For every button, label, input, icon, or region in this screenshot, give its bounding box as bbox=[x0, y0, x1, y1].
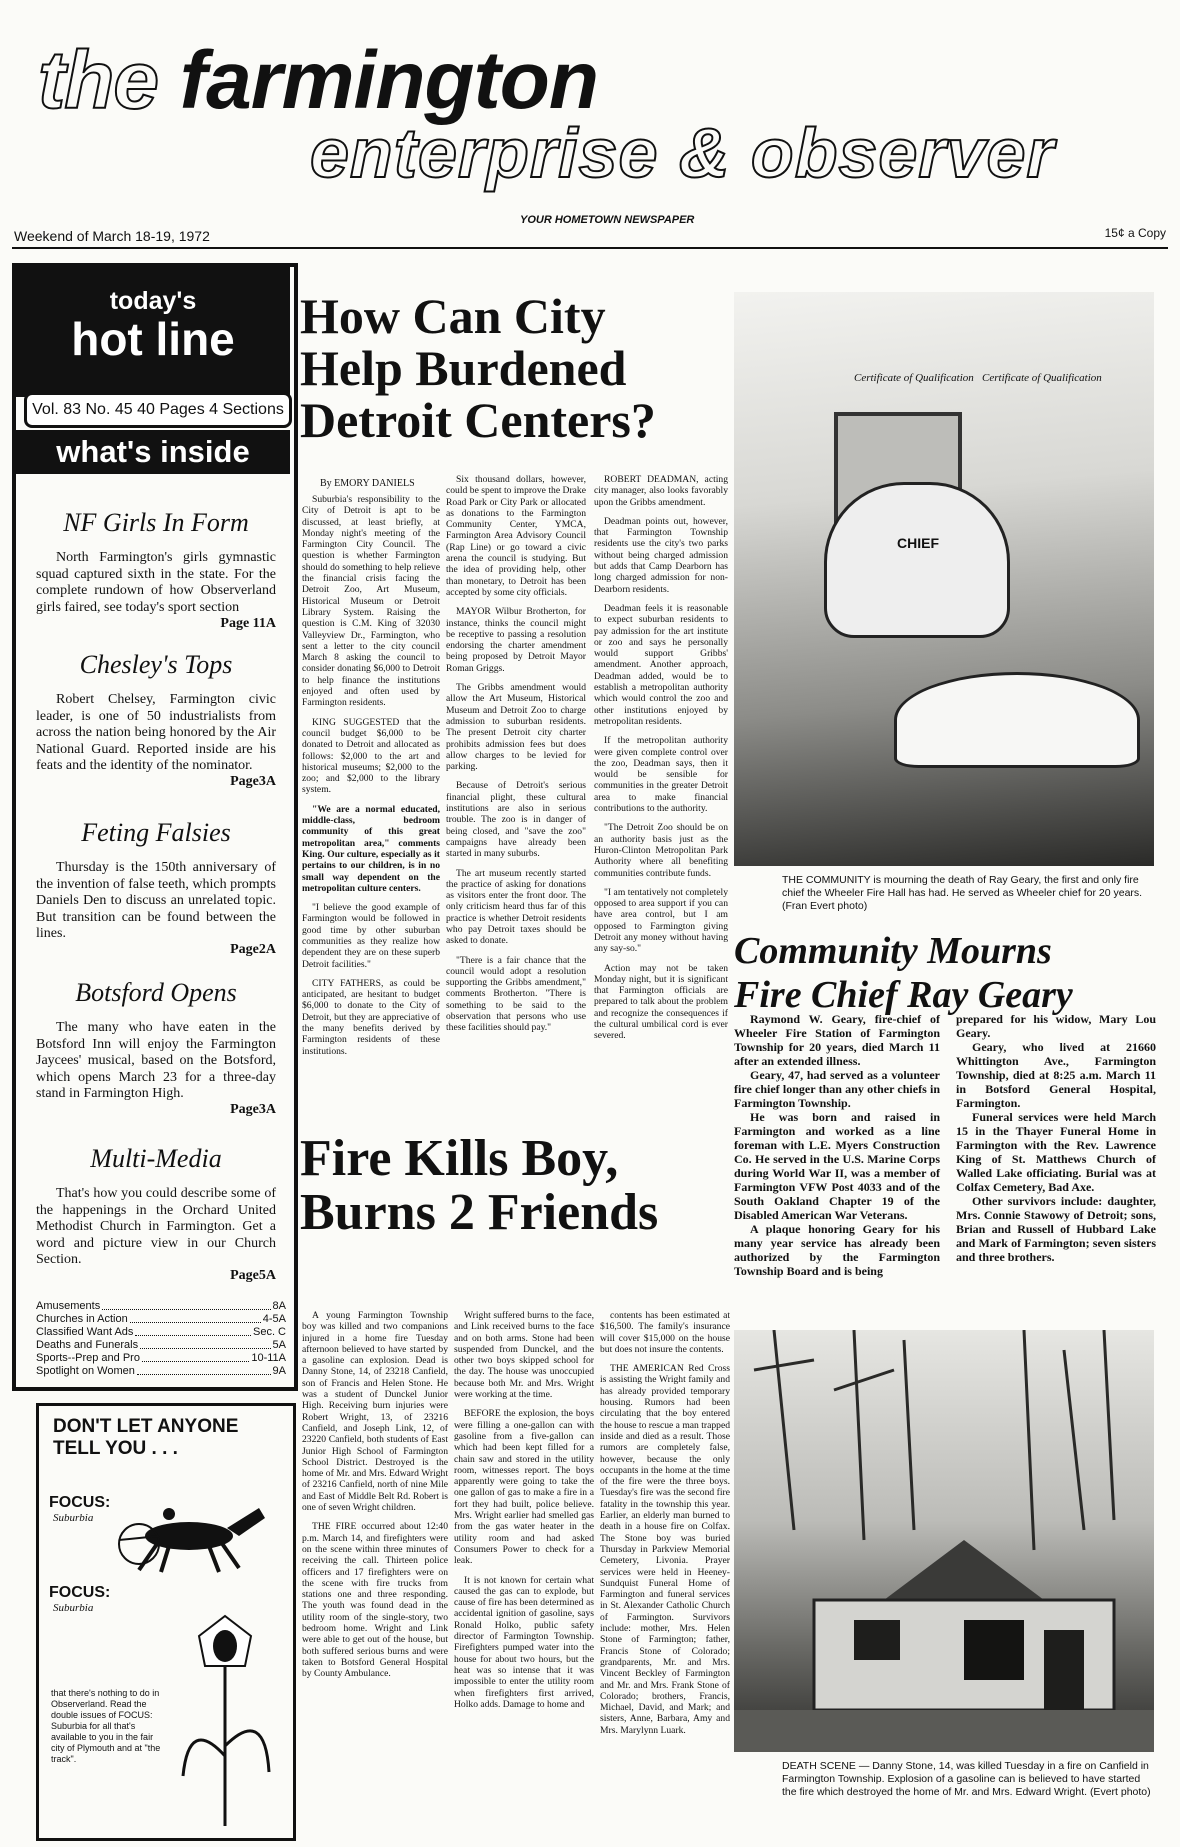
paragraph: A plaque honoring Geary for his many year service has already been authorized by the Farmington Township Board and is being bbox=[734, 1222, 940, 1278]
paragraph: Deadman points out, however, that Farmington Township residents use the city's two parks without being charged admission but adds that Camp Dearborn has long charged admission for non-Dearborn residents. bbox=[594, 515, 728, 595]
paragraph: If the metropolitan authority were given complete control over the zoo, Deadman says, then it would be sensible for communities in the greater Detroit area to make financial contributions to the authority. bbox=[594, 735, 728, 815]
fire-headline[interactable] bbox=[300, 1132, 658, 1240]
paragraph: "There is a fair chance that the council would adopt a resolution supporting the Gribbs amendment," comments Brotherton. "There is something to be said to the observation that persons who use these facilities should pay." bbox=[446, 954, 586, 1034]
teaser-text: That's how you could describe some of the happenings in the Orchard United Methodist Church in Farmington. Get a word and picture view in our Church Section. bbox=[36, 1186, 276, 1267]
index-page: 4-5A bbox=[262, 1313, 286, 1325]
index-row[interactable] bbox=[36, 1365, 286, 1378]
teaser-text: North Farmington's girls gymnastic squad captured sixth in the state. For the complete rundown of how Observerland girls faired, see today's sport section bbox=[36, 550, 276, 615]
paragraph: Wright suffered burns to the face, and Link received burns to the face and on both arms. Stone had been suspended from Dunckel, and the other two boys skipped school for the day. The house was unoccupied because both Mr. and Mrs. Wright were working at the time. bbox=[454, 1310, 594, 1401]
paragraph: Raymond W. Geary, fire-chief of Wheeler Fire Station of Farmington Township for 20 years, died March 11 after an extended illness. bbox=[734, 1012, 940, 1068]
paragraph: BEFORE the explosion, the boys were filling a one-gallon can with gasoline from a five-gallon can which had been kept filled for a chain saw and stored in the utility room, witnesses report. The boys apparently were going to take the one gallon of gas to make a fire in a fort they had built, police believe. Mrs. Wright earlier had smelled gas from the gas water heater in the utility room and had asked Consumers Power to check for a leak. bbox=[454, 1408, 594, 1567]
helmet-badge: CHIEF bbox=[897, 535, 939, 551]
index-label: Classified Want Ads bbox=[36, 1326, 134, 1338]
geary-column-1 bbox=[734, 1012, 940, 1278]
house-and-trees-illustration bbox=[734, 1330, 1154, 1752]
paragraph: "I am tentatively not completely opposed to area support if you can have area control, but I am opposed to Farmington giving Detroit any money without having any say-so." bbox=[594, 886, 728, 955]
paragraph: Geary, who lived at 21660 Whittington Ave., Farmington Township, died at 8:25 a.m. March 11 in Botsford General Hospital, Farmington. bbox=[956, 1040, 1156, 1110]
teaser-page: Page 11A bbox=[220, 615, 276, 631]
issue-date: Weekend of March 18-19, 1972 bbox=[14, 228, 210, 244]
geary-column-2 bbox=[956, 1012, 1156, 1264]
teaser-title: Chesley's Tops bbox=[79, 650, 233, 679]
index-page: 5A bbox=[272, 1339, 286, 1351]
index-page: Sec. C bbox=[252, 1326, 286, 1338]
certificate-label: Certificate of Qualification bbox=[982, 372, 1102, 384]
index-row[interactable] bbox=[36, 1352, 286, 1365]
ad-logo: FOCUS: bbox=[49, 1494, 111, 1511]
ad-logo-sub: Suburbia bbox=[53, 1512, 94, 1524]
index-row[interactable] bbox=[36, 1300, 286, 1313]
index-label: Spotlight on Women bbox=[36, 1365, 135, 1377]
burned-house-photo bbox=[734, 1330, 1154, 1752]
hotline-todays: today's bbox=[109, 287, 197, 315]
headline-line: Community Mourns bbox=[734, 930, 1052, 972]
masthead-title-line1 bbox=[38, 35, 598, 126]
focus-suburbia-ad[interactable] bbox=[36, 1403, 296, 1841]
paragraph: MAYOR Wilbur Brotherton, for instance, thinks the council might be receptive to passing a resolution endorsing the charter amendment being proposed by Detroit Mayor Roman Griggs. bbox=[446, 606, 586, 674]
masthead-rule bbox=[12, 247, 1168, 249]
paragraph: Action may not be taken Monday night, but it is significant that Farmington officials are prepared to talk about the problem and recognize the consequences if the cultural umbilical cord is ever severed. bbox=[594, 962, 728, 1042]
detroit-headline[interactable] bbox=[300, 290, 656, 446]
teaser-text: Robert Chelsey, Farmington civic leader, is one of 50 industrialists from across the nation being honored by the Air National Guard. Reported inside are his feats and the identity of the nominator. bbox=[36, 692, 276, 773]
headline-line: Detroit Centers? bbox=[300, 392, 656, 448]
teaser-text: The many who have eaten in the Botsford Inn will enjoy the Farmington Jaycees' musical, based on the Botsford, which opens March 23 for a three-day stand in Farmington High. bbox=[36, 1020, 276, 1101]
teaser-feting-falsies[interactable] bbox=[36, 818, 276, 959]
hotline-header bbox=[16, 267, 290, 397]
tagline: YOUR HOMETOWN NEWSPAPER bbox=[520, 214, 695, 226]
certificates-on-wall bbox=[854, 372, 1144, 412]
teaser-botsford-opens[interactable] bbox=[36, 978, 276, 1119]
index-leader bbox=[102, 1300, 270, 1310]
ad-headline-line2: TELL YOU . . . bbox=[53, 1438, 178, 1459]
certificate-label: Certificate of Qualification bbox=[854, 372, 974, 384]
teaser-nf-girls[interactable] bbox=[36, 508, 276, 632]
headline-line: Fire Kills Boy, bbox=[300, 1130, 619, 1187]
volume-info: Vol. 83 No. 45 40 Pages 4 Sections bbox=[24, 392, 292, 428]
photo2-caption: DEATH SCENE — Danny Stone, 14, was killed Tuesday in a fire on Canfield in Farmington Township. Explosion of a gasoline can is believed to have started the fire which destroyed the home of Mr. and Mrs. Edward Wright. (Evert photo) bbox=[782, 1760, 1151, 1798]
paragraph: "We are a normal educated, middle-class, bedroom community of this great metropolitan area," comments King. Our culture, especially as it pertains to our children, is in no small way dependent on the metropolitan culture centers. bbox=[302, 803, 440, 894]
index-leader bbox=[130, 1313, 261, 1323]
teaser-title: NF Girls In Form bbox=[63, 508, 249, 537]
teaser-page: Page2A bbox=[230, 942, 276, 958]
paragraph: A young Farmington Township boy was killed and two companions injured in a home fire Tuesday afternoon believed to have started by a gasoline can explosion. Dead is Danny Stone, 14, of 23218 Canfield, son of Francis and Helen Stone. He was a student of Dunckel Junior High. Receiving burn injuries were Robert Wright, 13, of 23216 Canfield, and Joseph Link, 12, of 23220 Canfield, both students of East Junior High School of Farmington School District. Destroyed is the home of Mr. and Mrs. Edward Wright of 23216 Canfield, north of nine Mile and East of Middle Belt Rd. Robert is one of seven Wright children. bbox=[302, 1310, 448, 1514]
paragraph: The Gribbs amendment would allow the Art Museum, Historical Museum and Detroit Zoo to charge admission to suburban residents. The present Detroit city charter prohibits admission fees but does allow charges to be levied for parking. bbox=[446, 682, 586, 773]
index-page: 8A bbox=[272, 1300, 286, 1312]
detroit-column-1 bbox=[302, 494, 440, 1057]
daffodil-illustration bbox=[169, 1596, 279, 1832]
index-page: 10-11A bbox=[251, 1352, 286, 1364]
photo1-caption: THE COMMUNITY is mourning the death of Ray Geary, the first and only fire chief the Wheeler Fire Hall has had. He served as Wheeler chief for 20 years. (Fran Evert photo) bbox=[782, 874, 1143, 912]
fire-column-1 bbox=[302, 1310, 448, 1680]
byline: By EMORY DANIELS bbox=[320, 478, 415, 489]
headline-line: Burns 2 Friends bbox=[300, 1184, 659, 1242]
ad-headline bbox=[53, 1416, 238, 1460]
paragraph: Other survivors include: daughter, Mrs. Connie Stawowy of Detroit; sons, Brian and Russell of Hubbard Lake and Mark of Farmington; seven sisters and three brothers. bbox=[956, 1194, 1156, 1264]
teaser-chesleys-tops[interactable] bbox=[36, 650, 276, 791]
headline-line: How Can City bbox=[300, 288, 606, 344]
teaser-page: Page3A bbox=[230, 774, 276, 790]
headline-line: Fire Chief Ray Geary bbox=[734, 973, 1073, 1016]
paragraph: "I believe the good example of Farmington would be followed in good time by other suburban communities as they realize how dependent they are on these superb Detroit facilities." bbox=[302, 902, 440, 970]
paragraph: Deadman feels it is reasonable to expect suburban residents to pay admission for the art institute or zoo and says he personally would support Gribbs' amendment. Another approach, Deadman added, would be to establish a metropolitan authority which would control the zoo and other institutions enjoyed by metropolitan residents. bbox=[594, 602, 728, 727]
index-label: Sports--Prep and Pro bbox=[36, 1352, 140, 1364]
paragraph: Because of Detroit's serious financial plight, these cultural institutions are also in serious trouble. The zoo is in danger of being closed, and "save the zoo" campaigns have already been started in many suburbs. bbox=[446, 780, 586, 860]
teaser-multi-media[interactable] bbox=[36, 1144, 276, 1285]
paragraph: CITY FATHERS, as could be anticipated, are hesitant to budget $6,000 to donate to the City of Detroit, but they are appreciative of the many benefits derived by Farmington residents of these institutions. bbox=[302, 977, 440, 1057]
paragraph: THE FIRE occurred about 12:40 p.m. March 14, and firefighters were on the scene within three minutes of receiving the call. Thirteen police officers and 17 firefighters were on the scene with fire trucks from stations one and three responding. The youth was found dead in the utility room of the single-story, two bedroom home. Wright and Link were able to get out of the house, but both suffered serious burns and were taken to Botsford General Hospital by County Ambulance. bbox=[302, 1521, 448, 1680]
paragraph: Suburbia's responsibility to the City of Detroit is apt to be discussed, at least briefly, at Monday night's meeting of the Farmington City Council. The question is whether Farmington should do something to help relieve the financial crisis facing the Detroit Zoo, Art Museum, Historical Museum or Detroit Library System. Raising the question is C.M. King of 32030 Valleyview Dr., Farmington, who sent a letter to the city council March 8 asking the council to consider donating $6,000 to Detroit to help finance the institutions enjoyed and often used by Farmington residents. bbox=[302, 494, 440, 709]
paragraph: THE AMERICAN Red Cross is assisting the Wright family and has already provided temporary housing. Rumors had been circulating that the boy entered the house to rescue a man trapped inside and died as a result. Those rumors are completely false, however, because the only occupants in the home at the time of the fire were the three boys. Tuesday's fire was the second fire fatality in the township this year. Earlier, an elderly man burned to death in a house fire on Colfax. The Stone boy was buried Thursday in Parkview Memorial Cemetery, Livonia. Prayer services were held in Heeney-Sundquist Funeral Home of Farmington and funeral services in St. Alexander Catholic Church of Farmington. Survivors include: mother, Mrs. Helen Stone of Farmington; father, Francis Stone of Colorado; grandparents, Mr. and Mrs. Vincent Beckley of Farmington and Mr. and Mrs. Frank Stone of Colorado; brothers, Francis, Michael, David, and Mark; and sisters, Anne, Barbara, Amy and Mrs. Marylynn Luark. bbox=[600, 1363, 730, 1736]
paragraph: The art museum recently started the practice of asking for donations as visitors enter the front door. The only criticism heard thus far of this practice is whether Detroit residents who pay Detroit taxes should be asked to donate. bbox=[446, 867, 586, 947]
teaser-title: Feting Falsies bbox=[81, 818, 231, 847]
index-row[interactable] bbox=[36, 1339, 286, 1352]
teaser-text: Thursday is the 150th anniversary of the invention of false teeth, which prompts Daniels Den to discuss an unrelated topic. But transition can be found between the lines. bbox=[36, 860, 276, 941]
index-leader bbox=[137, 1365, 271, 1375]
teaser-title: Multi-Media bbox=[90, 1144, 222, 1173]
fire-column-2 bbox=[454, 1310, 594, 1710]
index-row[interactable] bbox=[36, 1313, 286, 1326]
index-page: 9A bbox=[272, 1365, 286, 1377]
paragraph: He was born and raised in Farmington and worked as a line foreman with L.E. Myers Construction Co. He served in the U.S. Marine Corps during World War II, was a member of Farmington VFW Post 4033 and of the South Oakland Chapter 19 of the Disabled American War Veterans. bbox=[734, 1110, 940, 1222]
index-leader bbox=[142, 1352, 249, 1362]
paragraph: prepared for his widow, Mary Lou Geary. bbox=[956, 1012, 1156, 1040]
masthead-farmington: farmington bbox=[179, 35, 598, 126]
geary-headline[interactable] bbox=[734, 930, 1073, 1017]
index-row[interactable] bbox=[36, 1326, 286, 1339]
whats-inside-heading: what's inside bbox=[16, 430, 290, 474]
teaser-title: Botsford Opens bbox=[75, 978, 237, 1007]
dress-cap bbox=[894, 672, 1140, 768]
issue-price: 15¢ a Copy bbox=[1104, 226, 1166, 240]
index-leader bbox=[135, 1326, 251, 1336]
paragraph: It is not known for certain what caused the gas can to explode, but cause of fire has been determined as accidental ignition of gasoline, says Ronald Holko, public safety director of Farmington Township. Firefighters pumped water into the house for about two hours, but the heat was so intense that it was impossible to enter the utility room when firefighters first arrived, Holko adds. Damage to home and bbox=[454, 1574, 594, 1710]
detroit-column-3 bbox=[594, 474, 728, 1042]
masthead-title-line2: enterprise & observer bbox=[310, 114, 1055, 192]
index-label: Churches in Action bbox=[36, 1313, 128, 1325]
ad-headline-line1: DON'T LET ANYONE bbox=[53, 1416, 239, 1437]
paragraph: Funeral services were held March 15 in the Thayer Funeral Home in Farmington with the Rev. Lawrence King of St. Matthews Church of Walled Lake officiating. Burial was at Colfax Cemetery, Bad Axe. bbox=[956, 1110, 1156, 1194]
teaser-page: Page3A bbox=[230, 1102, 276, 1118]
ad-logo-2: FOCUS: bbox=[49, 1584, 111, 1601]
fire-chief-helmet-photo bbox=[734, 292, 1154, 866]
masthead-the: the bbox=[38, 35, 158, 126]
teaser-page: Page5A bbox=[230, 1268, 276, 1284]
index-label: Deaths and Funerals bbox=[36, 1339, 139, 1351]
horse-racing-illustration bbox=[99, 1496, 279, 1576]
index-leader bbox=[140, 1339, 270, 1349]
paragraph: "The Detroit Zoo should be on an authority basis just as the Huron-Clinton Metropolitan Park Authority where all benefiting communities contribute funds. bbox=[594, 822, 728, 879]
ad-body-text: that there's nothing to do in Observerland. Read the double issues of FOCUS: Suburbia for all that's available to you in the fair city of Plymouth and at "the track". bbox=[51, 1688, 161, 1764]
paragraph: ROBERT DEADMAN, acting city manager, also looks favorably upon the Gribbs amendment. bbox=[594, 474, 728, 508]
paragraph: Six thousand dollars, however, could be spent to improve the Drake Road Park or City Park or allocated as donations to the Farmington Community Center, YMCA, Farmington Area Advisory Council (Rap Line) or go toward a civic arena the council is studying. But the idea of providing help, other than monetary, to Detroit has been accepted by some city officials. bbox=[446, 474, 586, 598]
paragraph: KING SUGGESTED that the council budget $6,000 to be donated to Detroit and allocated as follows: $2,000 to the art and historical museums; $2,000 to the zoo; and $2,000 to the library system. bbox=[302, 716, 440, 796]
hotline-title: hot line bbox=[71, 313, 235, 365]
paragraph: Geary, 47, had served as a volunteer fire chief longer than any other chiefs in Farmington Township. bbox=[734, 1068, 940, 1110]
section-index bbox=[36, 1300, 286, 1378]
headline-line: Help Burdened bbox=[300, 340, 627, 396]
paragraph: contents has been estimated at $16,500. The family's insurance will cover $15,000 on the house but does not insure the contents. bbox=[600, 1310, 730, 1355]
detroit-column-2 bbox=[446, 474, 586, 1034]
ad-logo-sub-2: Suburbia bbox=[53, 1602, 94, 1614]
index-label: Amusements bbox=[36, 1300, 101, 1312]
fire-helmet bbox=[824, 482, 1010, 638]
fire-column-3 bbox=[600, 1310, 730, 1736]
